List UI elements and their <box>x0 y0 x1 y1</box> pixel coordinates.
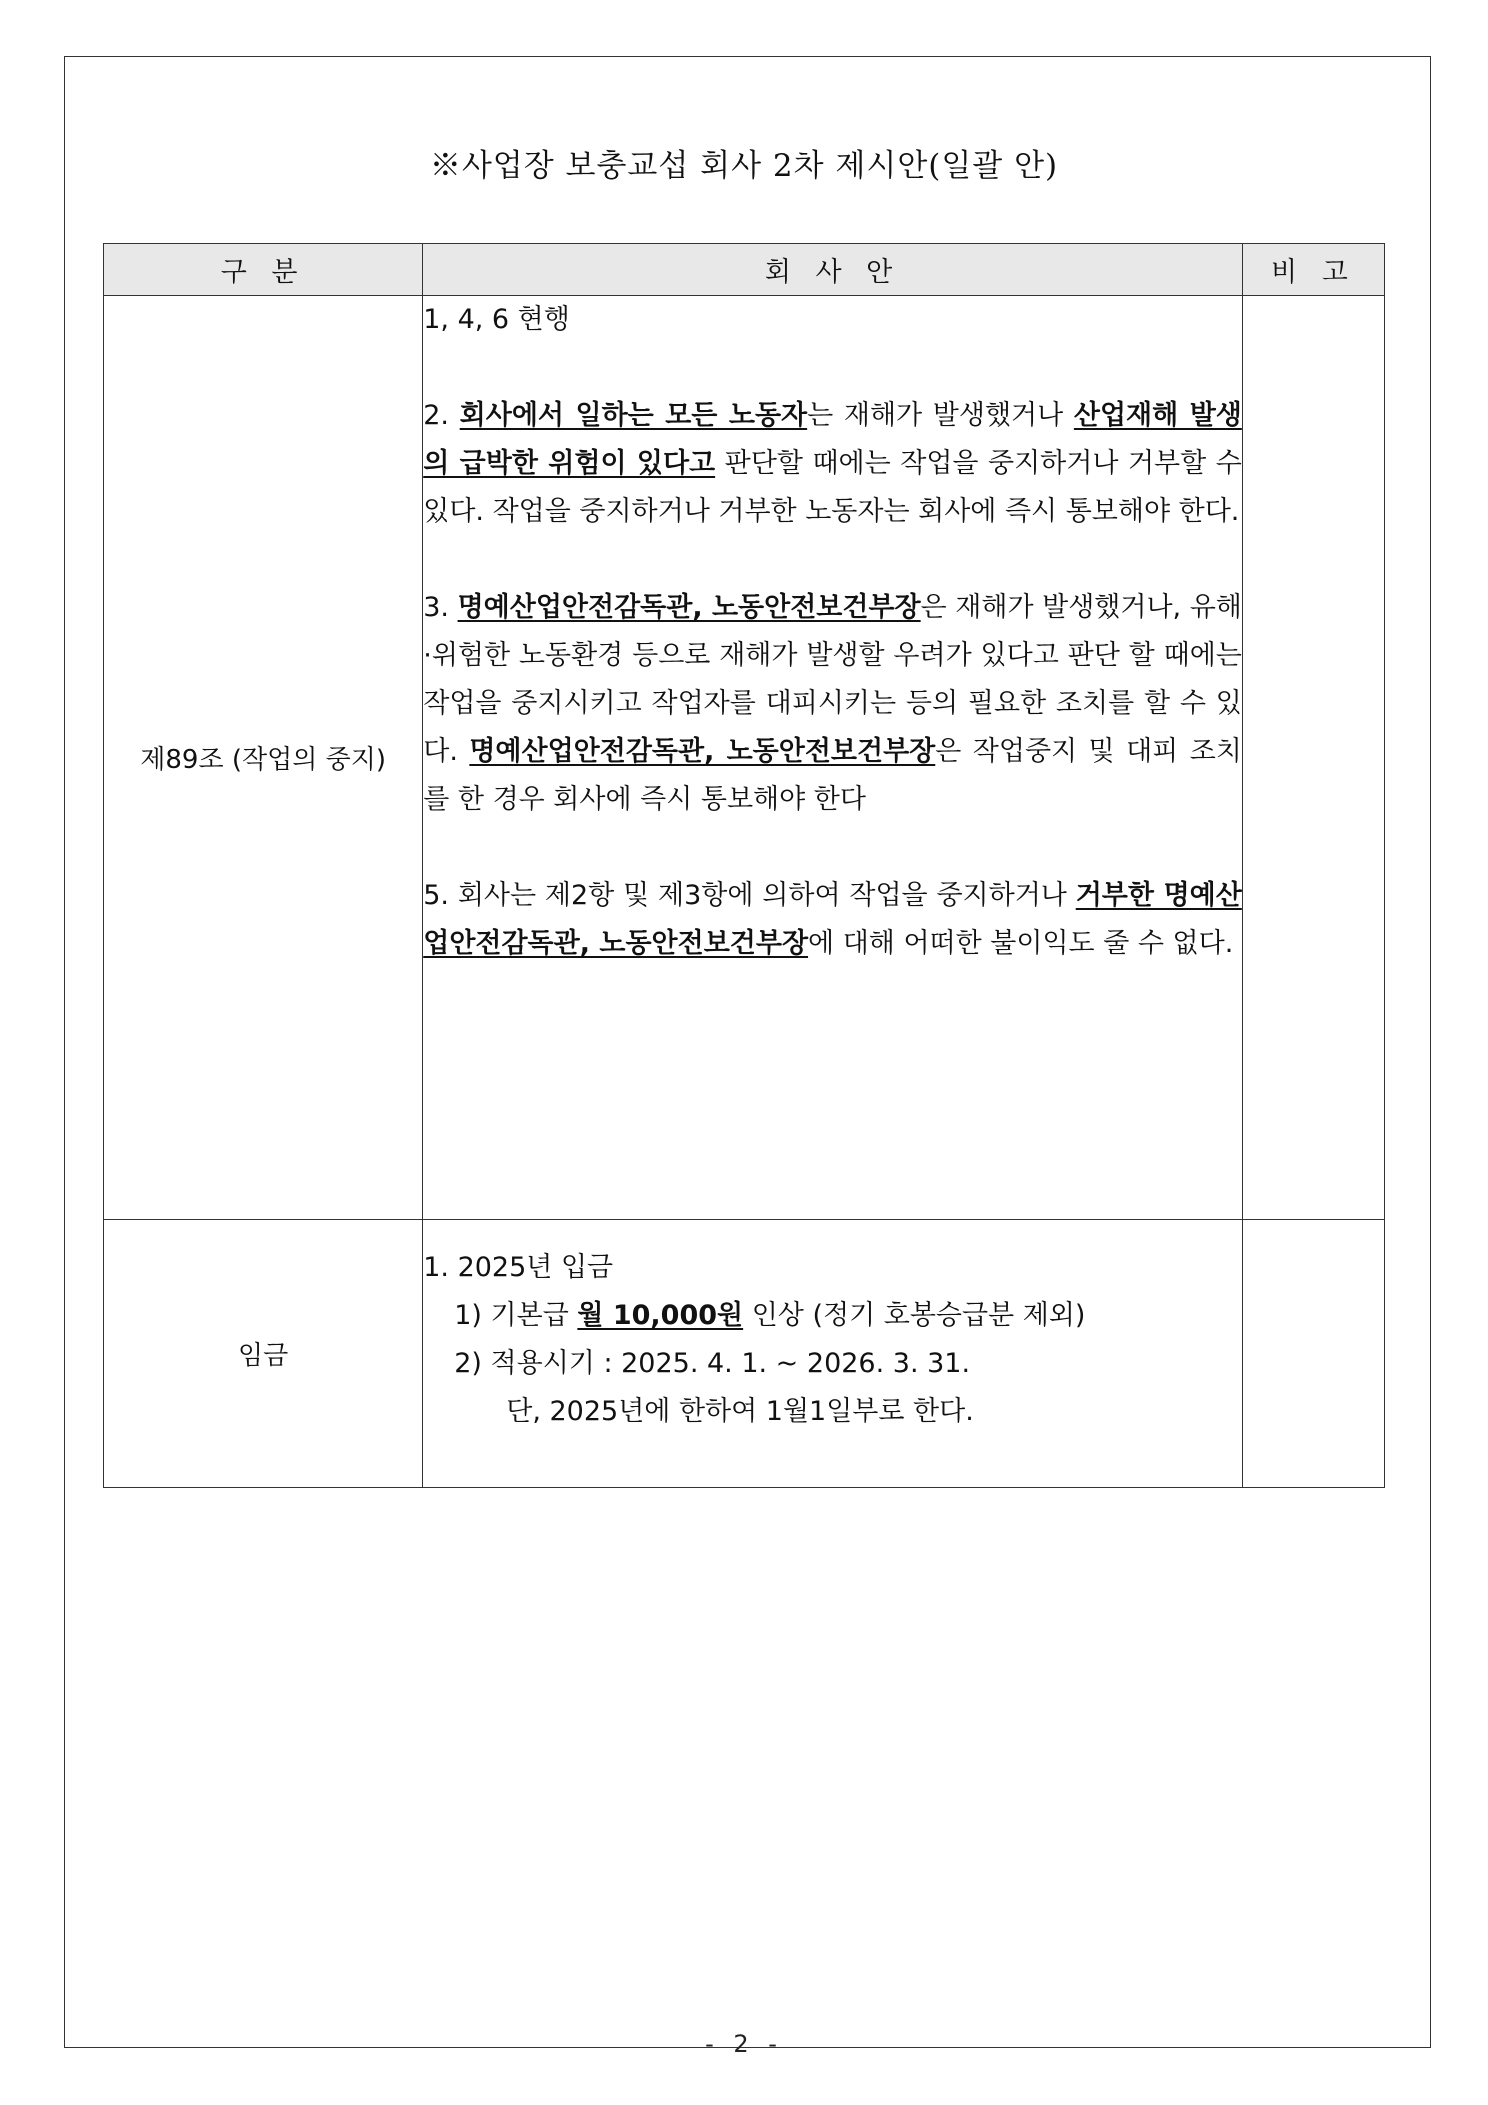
wage-line-1: 1. 2025년 입금 <box>423 1252 614 1283</box>
wage-line-4: 단, 2025년에 한하여 1월1일부로 한다. <box>506 1396 974 1427</box>
row-remarks-wage <box>1242 1220 1384 1488</box>
table-header-row <box>104 244 1385 296</box>
wage-line-3: 2) 적용시기 : 2025. 4. 1. ~ 2026. 3. 31. <box>454 1348 971 1379</box>
row-label-wage: 임금 <box>104 1220 423 1488</box>
row-remarks-article89 <box>1242 296 1384 1220</box>
document-title: ※사업장 보충교섭 회사 2차 제시안(일괄 안) <box>429 148 1059 184</box>
wage-increase-amount: 월 10,000원 <box>577 1300 744 1331</box>
page-number: - 2 - <box>705 2030 783 2058</box>
table-row <box>104 1220 1385 1488</box>
row-label-article89: 제89조 (작업의 중지) <box>104 296 423 1220</box>
clause-current: 1, 4, 6 현행 <box>423 304 570 335</box>
proposal-table <box>103 243 1385 1488</box>
header-category: 구 분 <box>104 244 423 296</box>
clause-3: 3. 명예산업안전감독관, 노동안전보건부장은 재해가 발생했거나, 유해·위험한 노동환경 등으로 재해가 발생할 우려가 있다고 판단 할 때에는 작업을 중지시키고 작업자를 대피시키는 등의 필요한 조치를 할 수 있다. 명예산업안전감독관, 노동안전보건부장은 작업중지 및 대피 조치를 한 경우 회사에 즉시 통보해야 한다 <box>423 592 1242 815</box>
clause-2: 2. 회사에서 일하는 모든 노동자는 재해가 발생했거나 산업재해 발생의 급박한 위험이 있다고 판단할 때에는 작업을 중지하거나 거부할 수 있다. 작업을 중지하거나 거부한 노동자는 회사에 즉시 통보해야 한다. <box>423 400 1242 527</box>
article89-content <box>423 296 1243 1220</box>
wage-line-2: 1) 기본급 월 10,000원 인상 (정기 호봉승급분 제외) <box>454 1300 1086 1331</box>
clause-5-emphasis: 거부한 명예산업안전감독관, 노동안전보건부장 <box>423 880 1242 959</box>
clause-3-emphasis-1: 명예산업안전감독관, 노동안전보건부장 <box>457 592 921 623</box>
wage-content <box>423 1220 1243 1488</box>
clause-5: 5. 회사는 제2항 및 제3항에 의하여 작업을 중지하거나 거부한 명예산업안전감독관, 노동안전보건부장에 대해 어떠한 불이익도 줄 수 없다. <box>423 880 1242 959</box>
header-company-proposal: 회 사 안 <box>423 244 1243 296</box>
clause-2-emphasis-2: 산업재해 발생의 급박한 위험이 있다고 <box>423 400 1242 479</box>
clause-2-emphasis-1: 회사에서 일하는 모든 노동자 <box>459 400 808 431</box>
header-remarks: 비 고 <box>1242 244 1384 296</box>
table-row <box>104 296 1385 1220</box>
clause-3-emphasis-2: 명예산업안전감독관, 노동안전보건부장 <box>469 736 936 767</box>
